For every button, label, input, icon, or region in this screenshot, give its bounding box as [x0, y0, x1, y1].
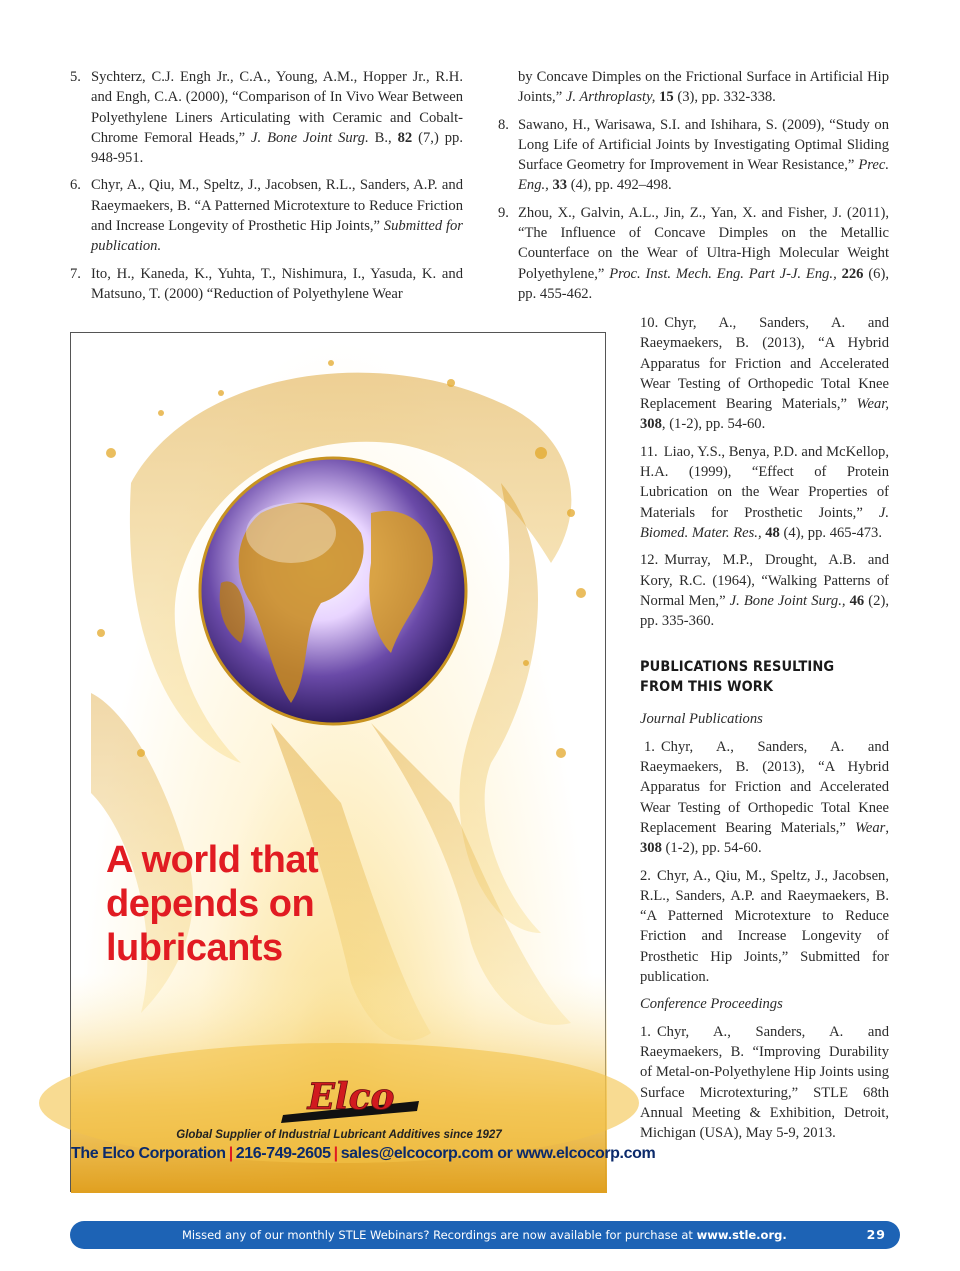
journal-name: J. Biomed. Mater. Res.,	[640, 504, 889, 541]
ad-contact-line[interactable]	[71, 1145, 656, 1163]
reference-item: 6. Chyr, A., Qiu, M., Speltz, J., Jacobsen, R.L., Sanders, A.P. and Raeymaekers, B. “A Patterned Microtexture to Reduce Friction and Increase Longevity of Prosthetic Hip Joints,” Submitted for publication.	[70, 177, 463, 255]
publication-item: 1. Chyr, A., Sanders, A. and Raeymaekers, B. (2013), “A Hybrid Apparatus for Friction and Accelerated Wear Testing of Orthopedic Total Knee Replacement Bearing Materials,” Wear, 308 (1-2), pp. 54-60.	[640, 738, 889, 857]
elco-logo	[281, 1075, 421, 1123]
publication-item: 2. Chyr, A., Qiu, M., Speltz, J., Jacobsen, R.L., Sanders, A.P. and Raeymaekers, B. “A Patterned Microtexture to Reduce Friction and Increase Longevity of Prosthetic Hip Joints,” Submitted for publication.	[640, 867, 889, 986]
company-name: The Elco Corporation	[71, 1145, 226, 1162]
reference-continuation: by Concave Dimples on the Frictional Surface in Artificial Hip Joints,” J. Arthroplasty, 15 (3), pp. 332-338.	[518, 69, 889, 106]
reference-item: 9. Zhou, X., Galvin, A.L., Jin, Z., Yan, X. and Fisher, J. (2011), “The Influence of Concave Dimples on the Metallic Counterface on the Wear of Ultra-High Molecular Weight Polyethylene,” Proc. Inst. Mech. Eng. Part J-J. Eng., 226 (6), pp. 455-462.	[498, 204, 889, 302]
volume: 48	[765, 524, 780, 541]
volume: 226	[841, 265, 864, 282]
volume: 15	[659, 89, 674, 106]
stle-link[interactable]: www.stle.org.	[696, 1228, 787, 1242]
references-middle-column	[498, 67, 889, 311]
volume: 33	[552, 177, 568, 194]
journal-name: Wear,	[856, 396, 889, 413]
journal-name: J. Arthroplasty,	[565, 89, 656, 106]
contact-links[interactable]: sales@elcocorp.com or www.elcocorp.com	[340, 1145, 656, 1162]
reference-item: 7. Ito, H., Kaneda, K., Yuhta, T., Nishimura, I., Yasuda, K. and Matsuno, T. (2000) “Reduction of Polyethylene Wear	[70, 265, 463, 302]
volume: 82	[397, 129, 413, 146]
footer-banner	[70, 1221, 900, 1249]
references-left-column	[70, 67, 463, 311]
volume: 308	[640, 416, 662, 433]
journal-name: Wear	[855, 819, 886, 836]
page-number: 29	[866, 1227, 886, 1242]
reference-item: 10. Chyr, A., Sanders, A. and Raeymaekers, B. (2013), “A Hybrid Apparatus for Friction and Accelerated Wear Testing of Orthopedic Total Knee Replacement Bearing Materials,” Wear, 308, (1-2), pp. 54-60.	[640, 315, 889, 433]
publications-heading: PUBLICATIONS RESULTING FROM THIS WORK	[640, 659, 835, 696]
ad-headline: A world that depends on lubricants	[106, 839, 319, 969]
conference-item: 1. Chyr, A., Sanders, A. and Raeymaekers, B. “Improving Durability of Metal-on-Polyethylene Hip Joints using Surface Microtexturing,” STLE 68th Annual Meeting & Exhibition, Detroit, Michigan (USA), May 5-9, 2013.	[640, 1023, 889, 1142]
journal-name: J. Bone Joint Surg.	[251, 129, 369, 146]
separator: |	[228, 1145, 233, 1162]
reference-item: 8. Sawano, H., Warisawa, S.I. and Ishihara, S. (2009), “Study on Long Life of Artificial Joints by Investigating Optimal Sliding Surface Geometry for Improvement in Wear Resistance,” Prec. Eng., 33 (4), pp. 492–498.	[498, 116, 889, 194]
reference-item: 5. Sychterz, C.J. Engh Jr., C.A., Young, A.M., Hopper Jr., R.H. and Engh, C.A. (2000), “Comparison of In Vivo Wear Between Polyethylene Liners Articulating with Ceramic and Cobalt-Chrome Femoral Heads,” J. Bone Joint Surg. B., 82 (7,) pp. 948-951.	[70, 69, 463, 167]
reference-item: 11. Liao, Y.S., Benya, P.D. and McKellop, H.A. (1999), “Effect of Protein Lubrication on the Wear Properties of Materials for Prosthetic Joints,” J. Biomed. Mater. Res., 48 (4), pp. 465-473.	[640, 443, 889, 541]
svg-text:Elco: Elco	[307, 1076, 395, 1118]
journal-name: Proc. Inst. Mech. Eng. Part J-J. Eng.,	[609, 265, 837, 282]
volume: 46	[849, 592, 865, 609]
separator: |	[333, 1145, 338, 1162]
journal-name: J. Bone Joint Surg.,	[729, 592, 846, 609]
footer-message: Missed any of our monthly STLE Webinars? Recordings are now available for purchase at www.stle.org.	[182, 1228, 787, 1242]
phone-number[interactable]: 216-749-2605	[235, 1145, 331, 1162]
globe-splash-illustration	[71, 333, 607, 1193]
volume: 308	[640, 840, 662, 857]
journal-name: Prec. Eng.,	[518, 157, 889, 194]
conference-proceedings-heading: Conference Proceedings	[640, 996, 783, 1013]
ad-tagline: Global Supplier of Industrial Lubricant Additives since 1927	[176, 1129, 502, 1141]
journal-publications-heading: Journal Publications	[640, 711, 763, 728]
references-right-column	[640, 313, 889, 1150]
journal-name: Submitted for publication.	[91, 218, 463, 255]
reference-item: 12. Murray, M.P., Drought, A.B. and Kory, R.C. (1964), “Walking Patterns of Normal Men,” J. Bone Joint Surg., 46 (2), pp. 335-360.	[640, 552, 889, 630]
